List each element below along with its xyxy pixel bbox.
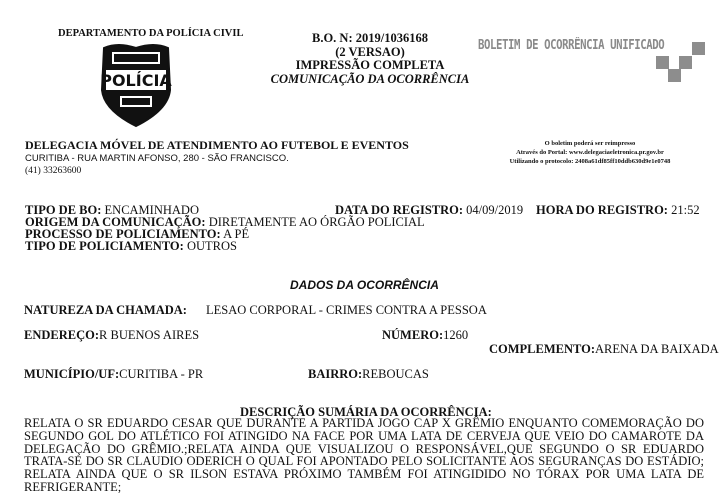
description-text: RELATA O SR EDUARDO CESAR QUE DURANTE A PARTIDA JOGO CAP X GRÊMIO ENQUANTO COMEMORAÇÃO DO SEGUNDO GOL DO ATLÉTICO FOI ATINGIDO NA FACE POR UMA LATA DE CERVEJA QUE VEIO DO CAMAROTE DA DELEGAÇÃO DO GRÊMIO.;RELATA AINDA QUE VISUALIZOU O RESPONSÁVEL,QUE SEGUNDO O SR EDUARDO TRATA-SE DO SR CLAUDIO ODERICH O QUAL FOI APONTADO PELO SOLICITANTE AOS SEGURANÇAS DO ESTÁDIO; RELATA AINDA QUE O SR ILSON ESTAVA PRÓXIMO TAMBÉM FOI ATINGIDIDO NO TÓRAX POR UMA LATA DE REFRIGERANTE; [24,416,704,494]
brand-square [692,42,705,55]
field-label: COMPLEMENTO: [489,342,596,356]
police-badge-logo [98,40,174,130]
field-label: ORIGEM DA COMUNICAÇÃO: [25,215,206,229]
field-label: TIPO DE POLICIAMENTO: [25,239,184,253]
unit-phone: (41) 33263600 [25,166,82,176]
unit-address: CURITIBA - RUA MARTIN AFONSO, 280 - SÃO FRANCISCO. [25,153,289,164]
section-title-ocorrencia: DADOS DA OCORRÊNCIA [290,278,439,292]
field-value: 04/09/2019 [466,203,524,217]
field-label: HORA DO REGISTRO: [536,203,668,217]
field-value: OUTROS [186,239,237,253]
field-value: 21:52 [671,203,700,217]
field-value: A PÉ [223,227,250,241]
bo-version: (2 VERSAO) [335,44,405,59]
field-label: NATUREZA DA CHAMADA: [24,303,187,317]
reprint-portal: Através do Portal: www.delegaciaeletronica.pr.gov.br [516,149,664,156]
field-natureza [24,304,187,317]
field-value: 1260 [443,328,469,342]
field-label: ENDEREÇO: [24,328,100,342]
field-tipo-policiamento [25,240,237,253]
field-label: MUNICÍPIO/UF: [24,367,120,381]
reprint-protocol: Utilizando o protocolo: 2408a61df85ff10ddb630d9e1e0748 [509,158,671,165]
bo-number: B.O. N: 2019/1036168 [312,31,428,45]
field-hora-registro [536,204,700,217]
field-endereco [24,329,199,342]
field-value: REBOUCAS [362,367,429,381]
field-municipio [24,368,203,381]
field-value: R BUENOS AIRES [99,328,200,342]
field-label: BAIRRO: [308,367,363,381]
field-bairro [308,368,429,381]
field-label: TIPO DE BO: [25,203,102,217]
field-label: PROCESSO DE POLICIAMENTO: [25,227,221,241]
reprint-info [500,139,680,166]
print-type: IMPRESSÃO COMPLETA [295,58,445,72]
communication-title: COMUNICAÇÃO DA OCORRÊNCIA [270,71,470,86]
field-value: ENCAMINHADO [104,203,199,217]
field-value: ARENA DA BAIXADA [595,342,719,356]
brand-square [656,56,669,69]
field-label: DATA DO REGISTRO: [335,203,464,217]
unit-name: DELEGACIA MÓVEL DE ATENDIMENTO AO FUTEBOL E EVENTOS [25,138,409,152]
field-numero [382,329,468,342]
reprint-line: O boletim poderá ser reimpresso [544,140,636,147]
field-complemento [489,343,719,356]
logo-policia-text: POLÍCIA [100,71,172,90]
brand-square [679,56,692,69]
field-label: NÚMERO: [382,328,444,342]
field-value: CURITIBA - PR [119,367,204,381]
field-value: DIRETAMENTE AO ÓRGÃO POLICIAL [208,215,425,229]
department-title: DEPARTAMENTO DA POLÍCIA CIVIL [58,28,244,39]
brand-square [668,69,681,82]
field-natureza-value: LESAO CORPORAL - CRIMES CONTRA A PESSOA [206,303,487,317]
bo-header [270,32,470,86]
description-title: DESCRIÇÃO SUMÁRIA DA OCORRÊNCIA: [240,405,492,419]
brand-title: BOLETIM DE OCORRÊNCIA UNIFICADO [478,38,665,53]
